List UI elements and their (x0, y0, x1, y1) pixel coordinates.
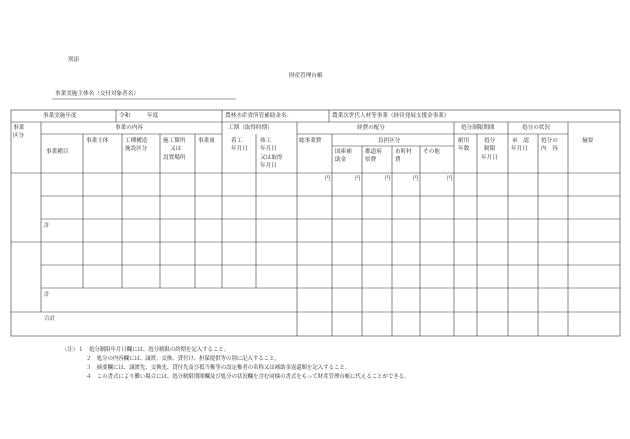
national-subsidy-header: 国庫補 (335, 149, 352, 155)
disposal-limit-header-3: 年月日 (481, 155, 498, 161)
approval-header-2: 年月日 (511, 146, 528, 152)
national-subsidy-header-2: 助金 (335, 157, 347, 163)
total-cost-header: 総事業費 (299, 138, 322, 144)
approval-header: 承 認 (512, 138, 529, 144)
project-type-header: 事業種目 (46, 149, 69, 155)
disposal-limit-header: 処分 (484, 138, 496, 144)
era-label: 令和 (119, 113, 131, 119)
expense-allocation-header: 経費の配分 (357, 125, 385, 131)
project-amount-header: 事業量 (198, 138, 215, 144)
project-category-header-2: 区分 (13, 133, 25, 139)
note-2: ２ 処分の内容欄には、譲渡、交換、貸付け、担保提供等の別に記入すること。 (86, 356, 280, 362)
period-header: 工期（取得時期） (228, 125, 273, 131)
completion-header: 竣工 (260, 138, 272, 144)
subtotal-label-1: 計 (44, 223, 50, 229)
project-entity-header: 事業主体 (86, 138, 109, 144)
disposal-content-header: 処分の (541, 138, 558, 144)
disposal-limit-header-2: 制限 (484, 146, 496, 152)
construction-site-header-2: 又は (170, 146, 182, 152)
fiscal-year-label: 事業実施年度 (43, 113, 77, 119)
subtotal-label-2: 計 (44, 292, 50, 298)
remarks-header: 摘要 (582, 138, 594, 144)
burden-category-header: 負担区分 (378, 138, 401, 144)
yen-unit-total: 円 (325, 176, 331, 182)
yen-unit-prefectural: 円 (385, 176, 391, 182)
construction-category-header: 工種構造 (125, 138, 148, 144)
entity-name-label: 事業実施主体名（交付対象者名） (55, 91, 139, 97)
completion-header-3: 又は取得 (260, 155, 283, 161)
useful-life-header: 耐用 (458, 138, 470, 144)
start-header: 着工 (231, 138, 243, 144)
note-3: ３ 摘要欄には、譲渡先、交換先、貸付先及び抵当権等の設定権者の名称又は補助金返還額を記入すること。 (86, 365, 351, 371)
completion-header-4: 年月日 (260, 163, 277, 169)
completion-header-2: 年月日 (260, 146, 277, 152)
yen-unit-other: 円 (447, 176, 453, 182)
note-1: （注）１ 処分制限年月日欄には、処分制限の終期を記入すること。 (62, 347, 230, 353)
start-header-2: 年月日 (231, 146, 248, 152)
construction-site-header: 施工箇所 (163, 138, 186, 144)
disposal-content-header-2: 内 容 (541, 146, 558, 152)
project-content-header: 事業の内容 (115, 125, 143, 131)
note-4: ４ この書式により難い場合には、処分制限期間欄及び処分の状況欄を含む同様の書式をもって財産管理台帳に代えることができる。 (86, 374, 410, 380)
construction-site-header-3: 設置場所 (163, 155, 186, 161)
project-category-header: 事業 (13, 125, 25, 131)
municipal-header-2: 費 (395, 157, 401, 163)
municipal-header: 市町村 (395, 149, 412, 155)
useful-life-header-2: 年数 (458, 146, 470, 152)
attachment-label: 別添 (68, 57, 80, 63)
disposal-status-header: 処分の状況 (522, 125, 550, 131)
total-label: 合計 (44, 316, 56, 322)
yen-unit-municipal: 円 (413, 176, 419, 182)
prefectural-header-2: 県費 (365, 157, 377, 163)
yen-unit-national: 円 (355, 176, 361, 182)
subsidy-name-label: 農林水産省所管補助金名： (225, 113, 293, 119)
year-suffix: 年度 (147, 113, 159, 119)
page-title: 財産管理台帳 (289, 73, 323, 79)
other-header: その他 (423, 149, 440, 155)
construction-category-header-2: 施設区分 (125, 146, 148, 152)
subsidy-name: 農業次世代人材等事業（経営発展支援金事業） (332, 113, 450, 119)
disposal-period-header: 処分制限期間 (461, 125, 495, 131)
prefectural-header: 都道府 (365, 149, 382, 155)
